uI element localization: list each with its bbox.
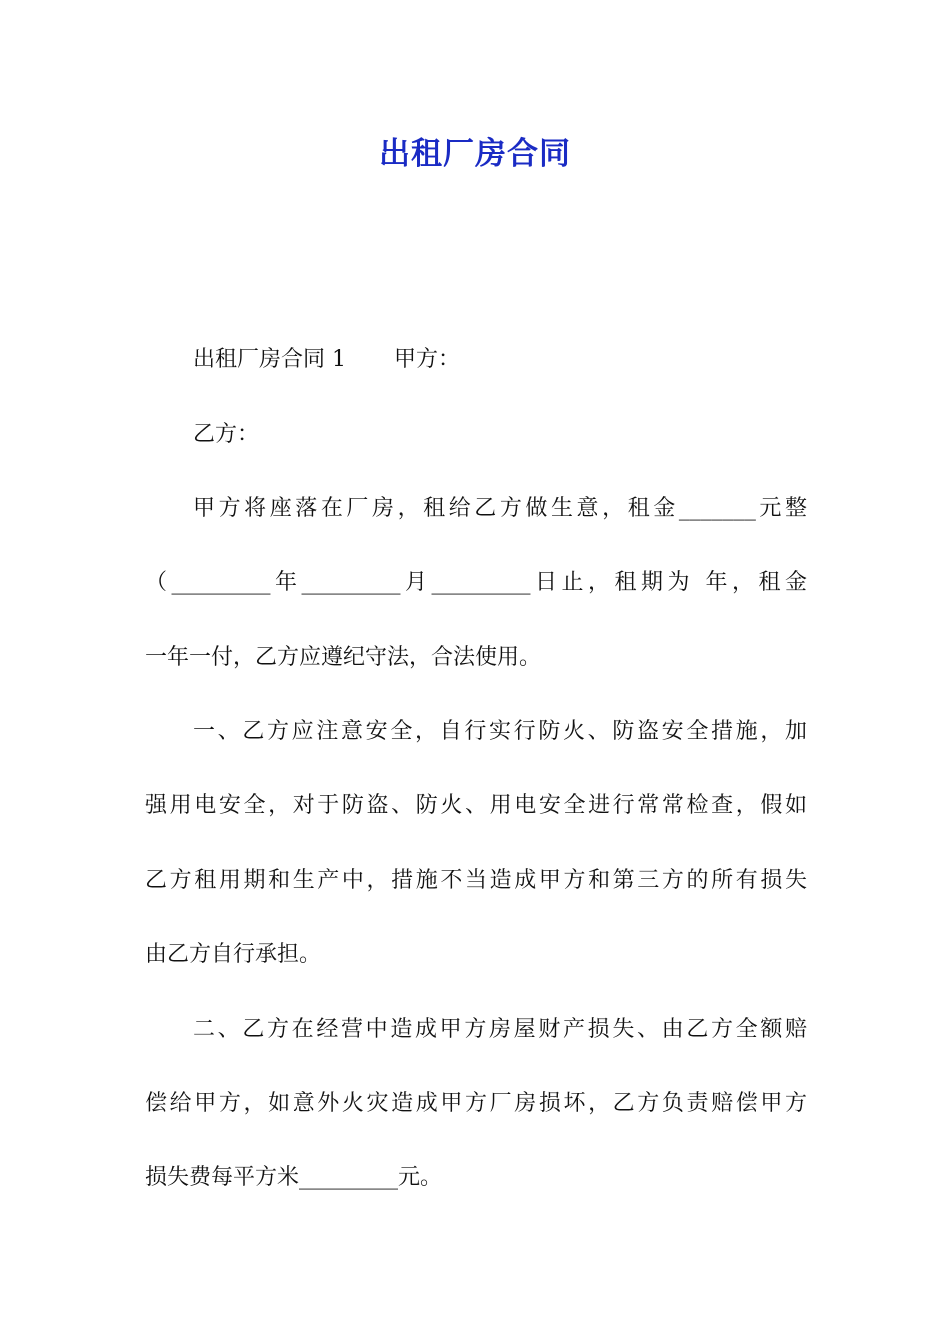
- paragraph-1-line: 甲方将座落在厂房，租给乙方做生意，租金_______元整: [193, 496, 807, 521]
- clause-1-line: 乙方租用期和生产中，措施不当造成甲方和第三方的所有损失: [145, 868, 807, 893]
- contract-subtitle: 出租厂房合同 1: [193, 347, 346, 372]
- clause-2-line: 偿给甲方，如意外火灾造成甲方厂房损坏，乙方负责赔偿甲方: [145, 1091, 807, 1116]
- paragraph-1-line: （_________年_________月_________日止，租期为 年，租金: [145, 570, 807, 595]
- clause-1-line: 一、乙方应注意安全，自行实行防火、防盗安全措施，加: [193, 719, 807, 744]
- paragraph-1-line: 一年一付，乙方应遵纪守法，合法使用。: [145, 645, 542, 670]
- clause-1-line: 强用电安全，对于防盗、防火、用电安全进行常常检查，假如: [145, 793, 807, 818]
- party-a-label: 甲方：: [394, 347, 461, 372]
- clause-1-line: 由乙方自行承担。: [145, 942, 322, 967]
- intro-line: [193, 345, 807, 375]
- party-b-label: 乙方：: [193, 422, 260, 447]
- document-title: 出租厂房合同: [379, 136, 571, 172]
- clause-2-line: 二、乙方在经营中造成甲方房屋财产损失、由乙方全额赔: [193, 1017, 807, 1042]
- clause-2-line: 损失费每平方米_________元。: [145, 1165, 443, 1190]
